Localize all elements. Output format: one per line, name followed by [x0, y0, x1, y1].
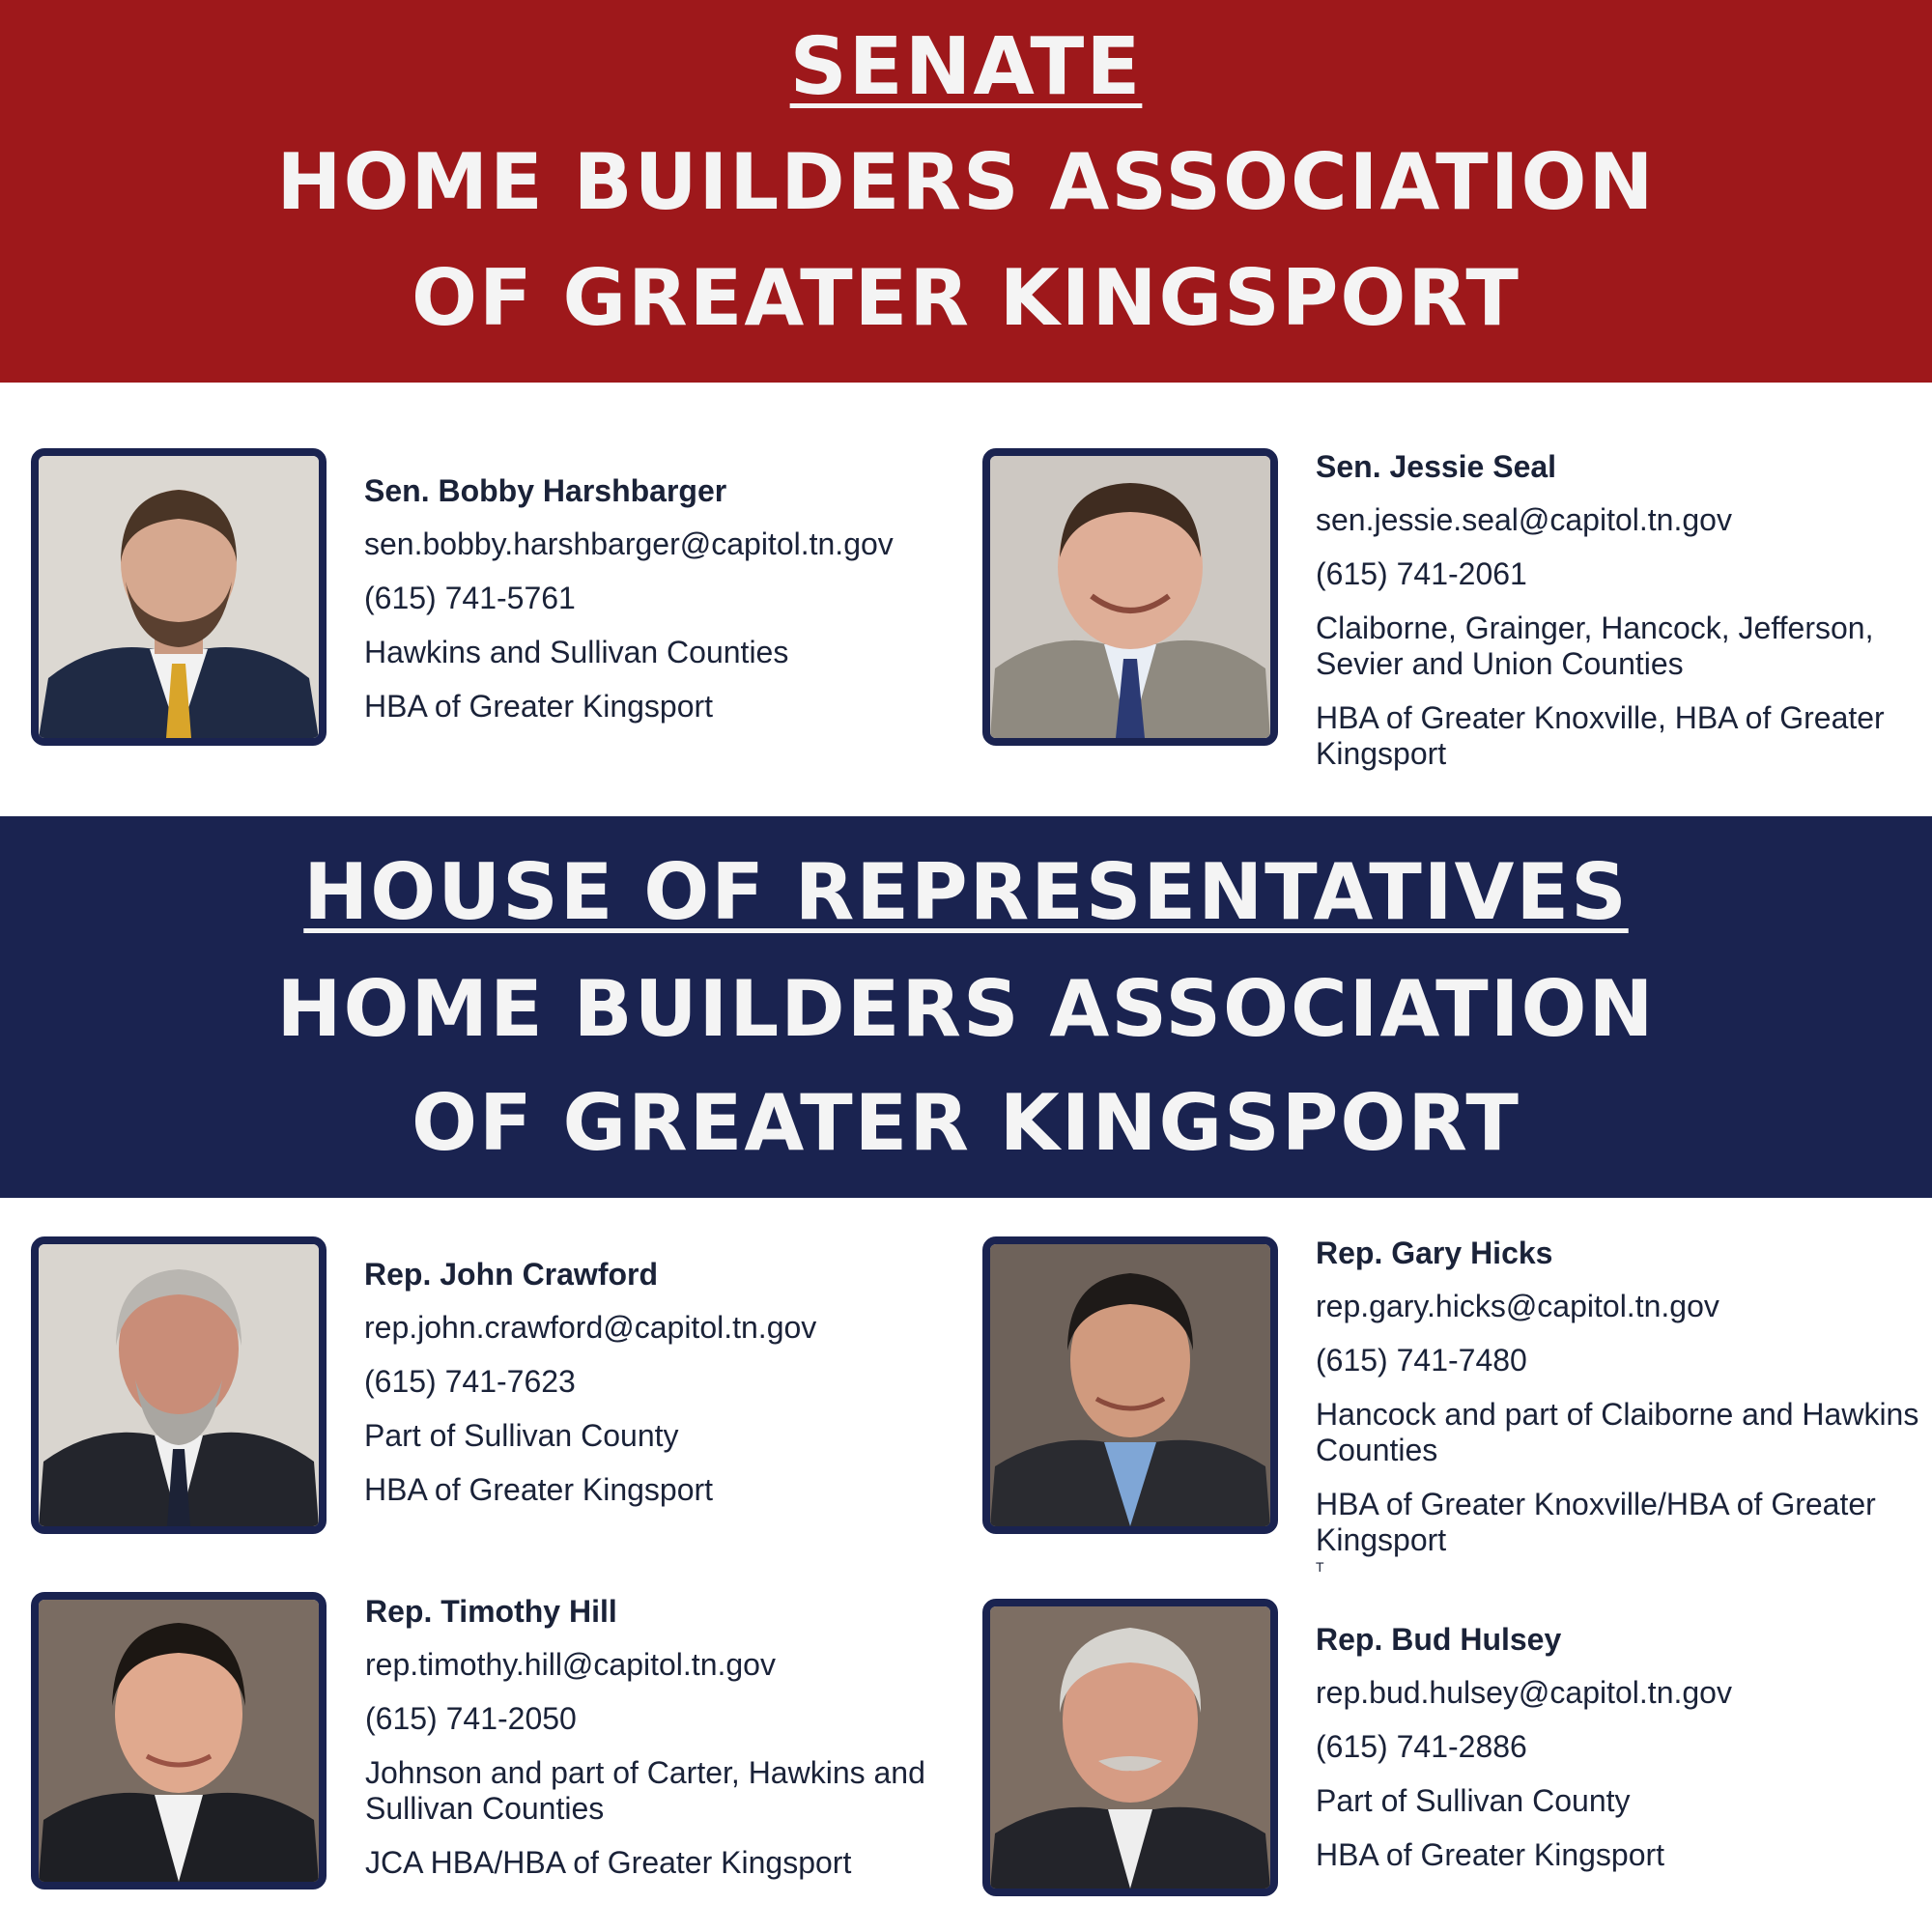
portrait-seal [982, 448, 1278, 746]
rep-email[interactable]: rep.timothy.hill@capitol.tn.gov [365, 1647, 776, 1682]
portrait-crawford [31, 1236, 327, 1534]
rep-hba: HBA of Greater Knoxville/HBA of Greater Kingsport [1316, 1487, 1876, 1557]
senator-email[interactable]: sen.bobby.harshbarger@capitol.tn.gov [364, 526, 894, 561]
senator-name: Sen. Jessie Seal [1316, 449, 1557, 484]
house-banner [0, 816, 1932, 1198]
senator-name: Sen. Bobby Harshbarger [364, 473, 727, 508]
rep-email[interactable]: rep.bud.hulsey@capitol.tn.gov [1316, 1675, 1732, 1710]
rep-name: Rep. John Crawford [364, 1257, 659, 1292]
senator-email[interactable]: sen.jessie.seal@capitol.tn.gov [1316, 502, 1732, 537]
rep-phone[interactable]: (615) 741-7480 [1316, 1343, 1527, 1378]
rep-card-hicks [1316, 1236, 1924, 1558]
rep-district: Hancock and part of Claiborne and Hawkins Counties [1316, 1397, 1919, 1467]
rep-email[interactable]: rep.gary.hicks@capitol.tn.gov [1316, 1289, 1719, 1323]
portrait-hulsey [982, 1599, 1278, 1896]
senator-hba: HBA of Greater Kingsport [364, 689, 714, 724]
rep-name: Rep. Bud Hulsey [1316, 1622, 1562, 1657]
rep-card-hulsey [1316, 1622, 1732, 1891]
senator-district: Hawkins and Sullivan Counties [364, 635, 789, 669]
senator-card-harshbarger [364, 473, 894, 743]
rep-phone[interactable]: (615) 741-2886 [1316, 1729, 1527, 1764]
house-banner-line3: OF GREATER KINGSPORT [411, 1078, 1520, 1168]
stray-text-mark: T [1316, 1559, 1324, 1575]
house-banner-line2: HOME BUILDERS ASSOCIATION [276, 964, 1656, 1054]
senate-banner-line2: HOME BUILDERS ASSOCIATION [276, 137, 1656, 227]
rep-district: Part of Sullivan County [364, 1418, 679, 1453]
rep-district: Part of Sullivan County [1316, 1783, 1631, 1818]
senate-banner-line3: OF GREATER KINGSPORT [411, 253, 1520, 343]
portrait-hill [31, 1592, 327, 1889]
senator-card-seal [1316, 449, 1924, 790]
rep-hba: JCA HBA/HBA of Greater Kingsport [365, 1845, 852, 1880]
rep-hba: HBA of Greater Kingsport [364, 1472, 714, 1507]
rep-name: Rep. Gary Hicks [1316, 1236, 1553, 1270]
senator-hba: HBA of Greater Knoxville, HBA of Greater Kingsport [1316, 700, 1885, 771]
rep-hba: HBA of Greater Kingsport [1316, 1837, 1665, 1872]
rep-phone[interactable]: (615) 741-7623 [364, 1364, 576, 1399]
senate-banner [0, 0, 1932, 383]
senate-heading: SENATE [789, 21, 1143, 113]
rep-phone[interactable]: (615) 741-2050 [365, 1701, 577, 1736]
senator-phone[interactable]: (615) 741-5761 [364, 581, 576, 615]
house-heading: HOUSE OF REPRESENTATIVES [303, 847, 1629, 937]
senator-district: Claiborne, Grainger, Hancock, Jefferson, Sevier and Union Counties [1316, 611, 1874, 681]
rep-card-hill [365, 1594, 925, 1899]
rep-district: Johnson and part of Carter, Hawkins and Sullivan Counties [365, 1755, 925, 1826]
senator-phone[interactable]: (615) 741-2061 [1316, 556, 1527, 591]
portrait-harshbarger [31, 448, 327, 746]
rep-name: Rep. Timothy Hill [365, 1594, 617, 1629]
portrait-hicks [982, 1236, 1278, 1534]
rep-email[interactable]: rep.john.crawford@capitol.tn.gov [364, 1310, 817, 1345]
rep-card-crawford [364, 1257, 816, 1526]
